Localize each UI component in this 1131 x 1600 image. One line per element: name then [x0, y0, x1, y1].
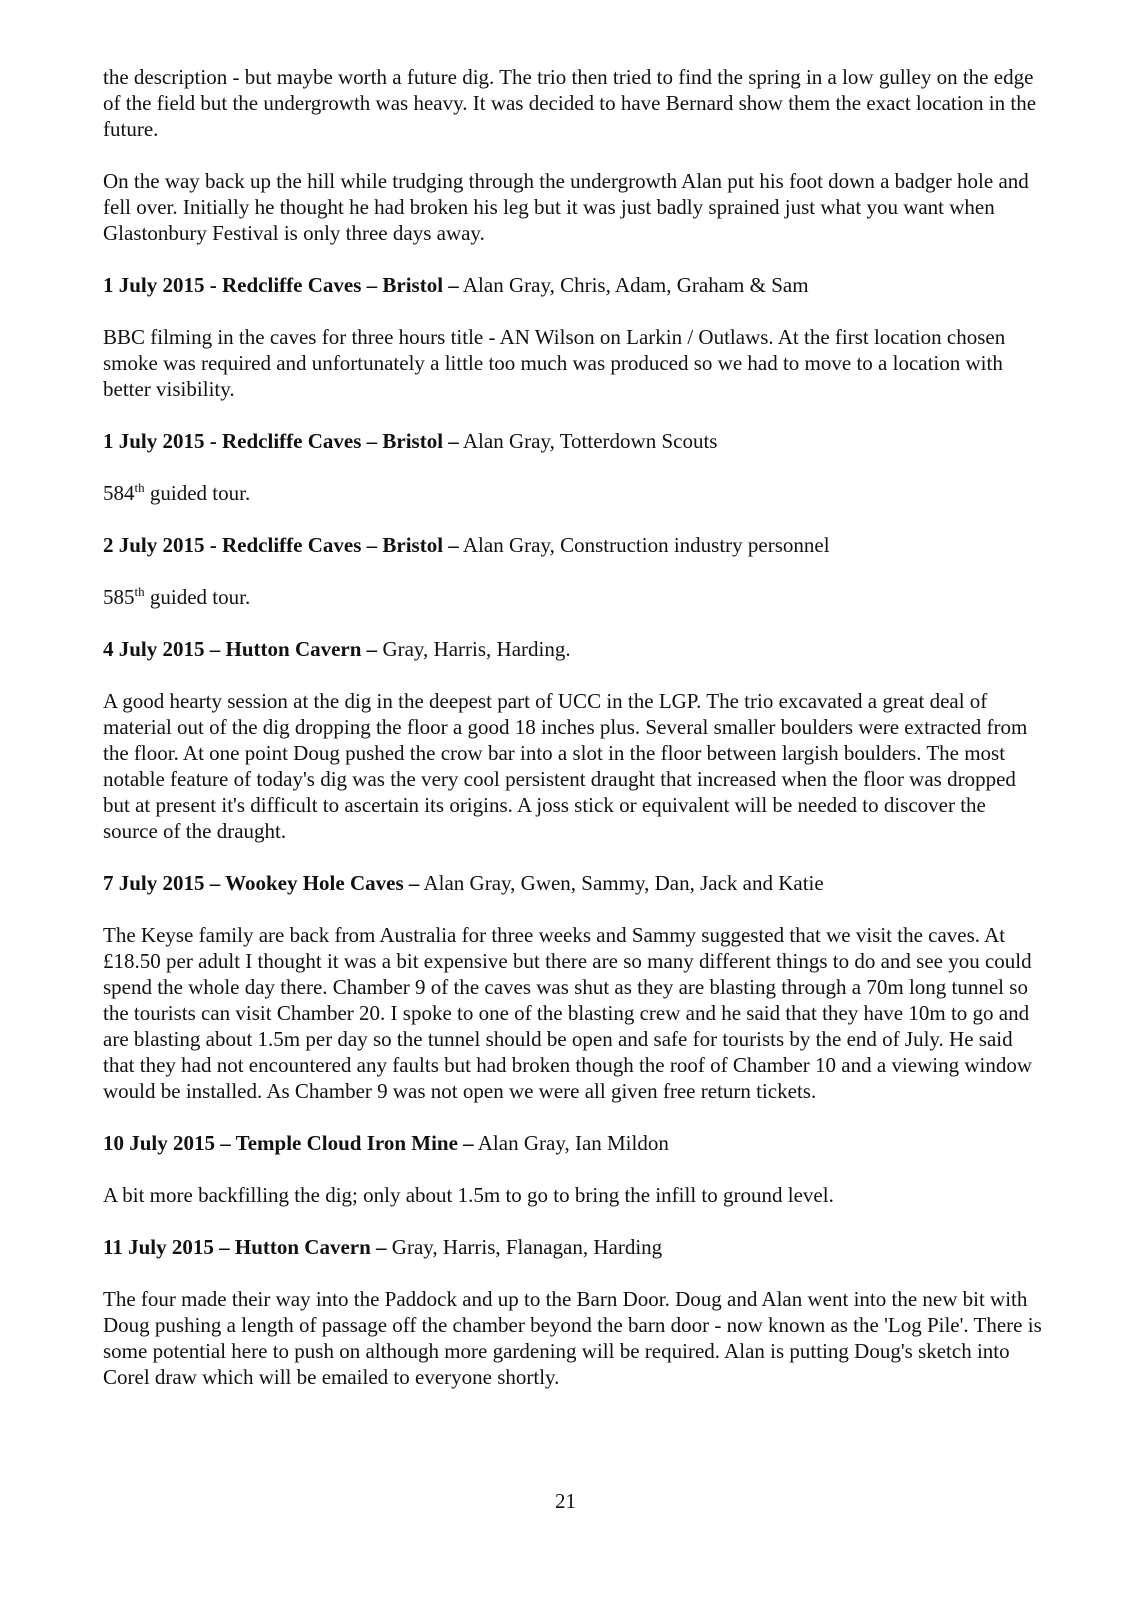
entry-body: The four made their way into the Paddock and up to the Barn Door. Doug and Alan went into the new bit with Doug pushing a length of passage off the chamber beyond the barn door - now known as the 'Log Pile'. There is some potential here to push on although more gardening will be required. Alan is putting Doug's sketch into Corel draw which will be emailed to everyone shortly. [103, 1287, 1042, 1389]
entry-heading [103, 1130, 1043, 1156]
entry-title: 4 July 2015 – Hutton Cavern – [103, 637, 378, 661]
entry-heading [103, 1234, 1043, 1260]
entry-participants: Gray, Harris, Harding. [377, 637, 571, 661]
entry-body [103, 480, 1043, 506]
intro-paragraph: On the way back up the hill while trudging through the undergrowth Alan put his foot down a badger hole and fell over. Initially he thought he had broken his leg but it was just badly sprained just what you want when Glastonbury Festival is only three days away. [103, 169, 1029, 245]
page-content [103, 64, 1043, 1416]
entry-participants: Alan Gray, Construction industry personnel [458, 533, 830, 557]
tour-text: guided tour. [144, 585, 251, 609]
entry-participants: Alan Gray, Totterdown Scouts [458, 429, 718, 453]
entry-body: BBC filming in the caves for three hours title - AN Wilson on Larkin / Outlaws. At the first location chosen smoke was required and unfortunately a little too much was produced so we had to move to a location with better visibility. [103, 325, 1006, 401]
entry-body [103, 584, 1043, 610]
entry-heading [103, 870, 1043, 896]
tour-number: 584 [103, 481, 135, 505]
entry-title: 2 July 2015 - Redcliffe Caves – Bristol – [103, 533, 459, 557]
entry-heading [103, 428, 1043, 454]
entry-heading [103, 272, 1043, 298]
entry-title: 1 July 2015 - Redcliffe Caves – Bristol – [103, 429, 459, 453]
tour-ordinal-suffix: th [134, 584, 145, 599]
entry-heading [103, 532, 1043, 558]
entry-heading [103, 636, 1043, 662]
entry-participants: Alan Gray, Chris, Adam, Graham & Sam [458, 273, 809, 297]
tour-text: guided tour. [144, 481, 251, 505]
entry-title: 10 July 2015 – Temple Cloud Iron Mine – [103, 1131, 474, 1155]
entry-title: 11 July 2015 – Hutton Cavern – [103, 1235, 387, 1259]
entry-title: 7 July 2015 – Wookey Hole Caves – [103, 871, 420, 895]
entry-participants: Alan Gray, Ian Mildon [473, 1131, 669, 1155]
entry-body: A good hearty session at the dig in the deepest part of UCC in the LGP. The trio excavated a great deal of material out of the dig dropping the floor a good 18 inches plus. Several smaller boulders were extracted from the floor. At one point Doug pushed the crow bar into a slot in the floor between largish boulders. The most notable feature of today's dig was the very cool persistent draught that increased when the floor was dropped but at present it's difficult to ascertain its origins. A joss stick or equivalent will be needed to discover the source of the draught. [103, 689, 1028, 843]
entry-body: The Keyse family are back from Australia for three weeks and Sammy suggested that we visit the caves. At £18.50 per adult I thought it was a bit expensive but there are so many different things to do and see you could spend the whole day there. Chamber 9 of the caves was shut as they are blasting through a 70m long tunnel so the tourists can visit Chamber 20. I spoke to one of the blasting crew and he said that they have 10m to go and are blasting about 1.5m per day so the tunnel should be open and safe for tourists by the end of July. He said that they had not encountered any faults but had broken though the roof of Chamber 10 and a viewing window would be installed. As Chamber 9 was not open we were all given free return tickets. [103, 923, 1033, 1103]
entry-title: 1 July 2015 - Redcliffe Caves – Bristol – [103, 273, 459, 297]
intro-paragraph: the description - but maybe worth a future dig. The trio then tried to find the spring in a low gulley on the edge of the field but the undergrowth was heavy. It was decided to have Bernard show them the exact location in the future. [103, 65, 1037, 141]
entry-participants: Gray, Harris, Flanagan, Harding [386, 1235, 663, 1259]
tour-ordinal-suffix: th [134, 480, 145, 495]
entry-body: A bit more backfilling the dig; only about 1.5m to go to bring the infill to ground level. [103, 1183, 834, 1207]
page-number: 21 [555, 1489, 576, 1513]
tour-number: 585 [103, 585, 135, 609]
entry-participants: Alan Gray, Gwen, Sammy, Dan, Jack and Katie [419, 871, 824, 895]
